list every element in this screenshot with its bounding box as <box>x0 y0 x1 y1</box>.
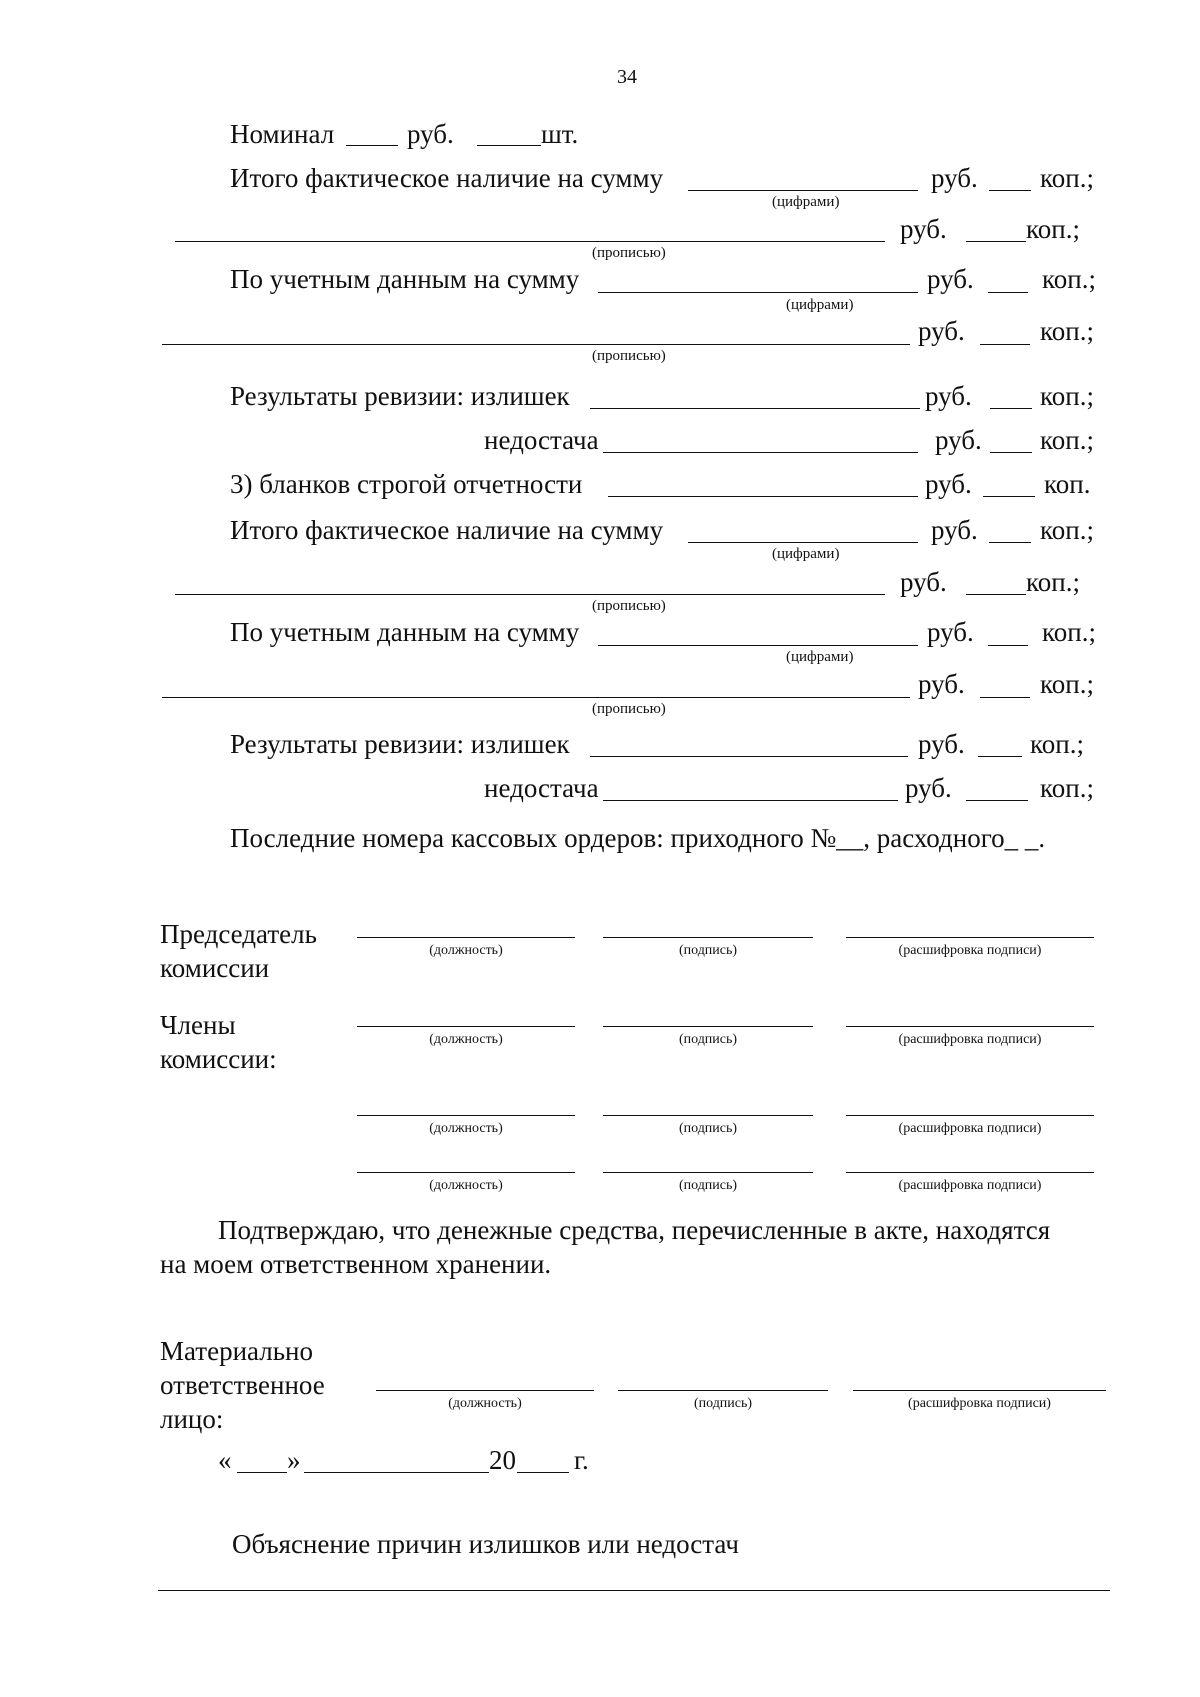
s2-acct-words-kop-field[interactable] <box>980 344 1030 345</box>
member3-signature-field[interactable] <box>603 1172 813 1173</box>
nominal-pcs-label: шт. <box>541 119 579 149</box>
members-label-2: комиссии: <box>160 1044 277 1074</box>
member3-position-field[interactable] <box>357 1172 575 1173</box>
s3-acct-words-kop: коп.; <box>1040 669 1094 699</box>
s3-acct-words-kop-field[interactable] <box>980 697 1030 698</box>
date-year-prefix: 20 <box>489 1445 516 1475</box>
s2-acct-digits-hint: (цифрами) <box>786 297 854 313</box>
s2-fact-label: Итого фактическое наличие на сумму <box>230 163 664 193</box>
s2-acct-kop: коп.; <box>1042 264 1096 294</box>
s3-title: 3) бланков строгой отчетности <box>230 469 583 499</box>
member1-decode-hint: (расшифровка подписи) <box>898 1032 1042 1047</box>
s2-shortage-rub: руб. <box>935 425 982 455</box>
s3-acct-words-hint: (прописью) <box>592 701 666 717</box>
confirm-line-1: Подтверждаю, что денежные средства, перечисленные в акте, находятся <box>218 1215 1051 1245</box>
s2-acct-digits-field[interactable] <box>598 292 918 293</box>
s2-fact-rub: руб. <box>931 163 978 193</box>
date-open-quote: « <box>218 1445 232 1475</box>
s2-shortage-label: недостача <box>484 425 599 455</box>
s3-surplus-label: Результаты ревизии: излишек <box>230 729 570 759</box>
s2-surplus-field[interactable] <box>590 408 920 409</box>
s3-title-rub: руб. <box>925 469 972 499</box>
member2-position-hint: (должность) <box>429 1121 503 1136</box>
s2-surplus-label: Результаты ревизии: излишек <box>230 381 570 411</box>
s3-acct-words-field[interactable] <box>162 697 910 698</box>
s3-acct-kop: коп.; <box>1042 617 1096 647</box>
s2-acct-words-field[interactable] <box>162 344 910 345</box>
s2-digits-hint: (цифрами) <box>772 194 840 210</box>
last-orders-line: Последние номера кассовых ордеров: приходного №__, расходного_ _. <box>230 823 1046 853</box>
responsible-position-hint: (должность) <box>448 1396 522 1411</box>
responsible-decode-hint: (расшифровка подписи) <box>908 1396 1051 1411</box>
s2-acct-label: По учетным данным на сумму <box>230 264 580 294</box>
s3-title-field[interactable] <box>608 496 918 497</box>
s2-words-hint: (прописью) <box>592 245 666 261</box>
s2-words-rub: руб. <box>900 214 947 244</box>
nominal-label: Номинал <box>230 119 335 149</box>
date-year-suffix: г. <box>574 1445 589 1475</box>
responsible-position-field[interactable] <box>376 1390 594 1391</box>
member1-decode-field[interactable] <box>846 1026 1094 1027</box>
member3-decode-field[interactable] <box>846 1172 1094 1173</box>
chairman-label-1: Председатель <box>160 919 317 949</box>
s2-surplus-kop: коп.; <box>1040 381 1094 411</box>
s3-digits-hint: (цифрами) <box>772 546 840 562</box>
s2-shortage-kop-field[interactable] <box>990 452 1032 453</box>
s3-surplus-kop: коп.; <box>1030 729 1084 759</box>
member2-decode-hint: (расшифровка подписи) <box>898 1121 1042 1136</box>
s3-fact-kop-field[interactable] <box>989 542 1031 543</box>
s3-fact-kop: коп.; <box>1040 515 1094 545</box>
member2-position-field[interactable] <box>357 1115 575 1116</box>
s3-acct-words-rub: руб. <box>918 669 965 699</box>
s2-fact-words-field[interactable] <box>175 241 885 242</box>
nominal-pcs-field[interactable] <box>477 145 541 146</box>
s2-acct-words-hint: (прописью) <box>592 348 666 364</box>
s3-surplus-kop-field[interactable] <box>978 756 1022 757</box>
chairman-signature-hint: (подпись) <box>678 943 738 958</box>
s2-words-kop-field[interactable] <box>966 241 1026 242</box>
member3-signature-hint: (подпись) <box>678 1178 738 1193</box>
s3-acct-rub: руб. <box>927 617 974 647</box>
s2-fact-digits-field[interactable] <box>688 190 918 191</box>
s2-acct-kop-field[interactable] <box>988 292 1028 293</box>
s2-acct-rub: руб. <box>927 264 974 294</box>
s2-words-kop: коп.; <box>1026 214 1080 244</box>
s3-acct-digits-hint: (цифрами) <box>786 649 854 665</box>
member3-decode-hint: (расшифровка подписи) <box>898 1178 1042 1193</box>
member1-position-hint: (должность) <box>429 1032 503 1047</box>
explanation-label: Объяснение причин излишков или недостач <box>232 1529 739 1559</box>
s3-acct-kop-field[interactable] <box>988 645 1028 646</box>
member1-signature-field[interactable] <box>603 1026 813 1027</box>
s3-title-kop: коп. <box>1044 469 1091 499</box>
s3-shortage-kop-field[interactable] <box>966 800 1028 801</box>
s3-shortage-rub: руб. <box>905 773 952 803</box>
responsible-decode-field[interactable] <box>853 1390 1106 1391</box>
members-label-1: Члены <box>160 1010 236 1040</box>
s3-fact-words-field[interactable] <box>175 594 885 595</box>
chairman-decode-field[interactable] <box>846 937 1094 938</box>
s3-title-kop-field[interactable] <box>983 496 1035 497</box>
page-number: 34 <box>617 66 637 88</box>
date-month-field[interactable] <box>304 1472 489 1473</box>
responsible-label-2: ответственное <box>160 1370 325 1400</box>
s3-fact-digits-field[interactable] <box>688 542 918 543</box>
nominal-value-field[interactable] <box>346 145 398 146</box>
member3-position-hint: (должность) <box>429 1178 503 1193</box>
member2-decode-field[interactable] <box>846 1115 1094 1116</box>
member1-position-field[interactable] <box>357 1026 575 1027</box>
chairman-decode-hint: (расшифровка подписи) <box>898 943 1042 958</box>
date-year-field[interactable] <box>517 1472 569 1473</box>
s2-surplus-rub: руб. <box>925 381 972 411</box>
s3-acct-label: По учетным данным на сумму <box>230 617 580 647</box>
s2-acct-words-kop: коп.; <box>1040 316 1094 346</box>
confirm-line-2: на моем ответственном хранении. <box>160 1249 552 1279</box>
s2-fact-kop-field[interactable] <box>989 190 1031 191</box>
s3-surplus-field[interactable] <box>590 756 908 757</box>
responsible-label-3: лицо: <box>160 1404 224 1434</box>
s3-words-kop-field[interactable] <box>966 594 1026 595</box>
date-close-quote: » <box>287 1445 301 1475</box>
s2-acct-words-rub: руб. <box>918 316 965 346</box>
responsible-signature-hint: (подпись) <box>693 1396 753 1411</box>
responsible-label-1: Материально <box>160 1336 313 1366</box>
chairman-position-field[interactable] <box>357 937 575 938</box>
chairman-label-2: комиссии <box>160 953 270 983</box>
s3-words-rub: руб. <box>900 567 947 597</box>
s3-words-hint: (прописью) <box>592 598 666 614</box>
s3-shortage-field[interactable] <box>603 800 898 801</box>
s3-shortage-label: недостача <box>484 773 599 803</box>
member2-signature-hint: (подпись) <box>678 1121 738 1136</box>
date-day-field[interactable] <box>237 1472 287 1473</box>
s2-shortage-kop: коп.; <box>1040 425 1094 455</box>
nominal-rub-label: руб. <box>407 119 454 149</box>
s3-shortage-kop: коп.; <box>1040 773 1094 803</box>
s2-surplus-kop-field[interactable] <box>990 408 1032 409</box>
s2-shortage-field[interactable] <box>603 452 918 453</box>
s3-words-kop: коп.; <box>1026 567 1080 597</box>
s3-fact-label: Итого фактическое наличие на сумму <box>230 515 664 545</box>
responsible-signature-field[interactable] <box>618 1390 828 1391</box>
chairman-position-hint: (должность) <box>429 943 503 958</box>
s3-fact-rub: руб. <box>931 515 978 545</box>
chairman-signature-field[interactable] <box>603 937 813 938</box>
s3-surplus-rub: руб. <box>918 729 965 759</box>
member2-signature-field[interactable] <box>603 1115 813 1116</box>
member1-signature-hint: (подпись) <box>678 1032 738 1047</box>
explanation-field[interactable] <box>158 1590 1110 1591</box>
s2-fact-kop: коп.; <box>1040 163 1094 193</box>
s3-acct-digits-field[interactable] <box>598 645 918 646</box>
